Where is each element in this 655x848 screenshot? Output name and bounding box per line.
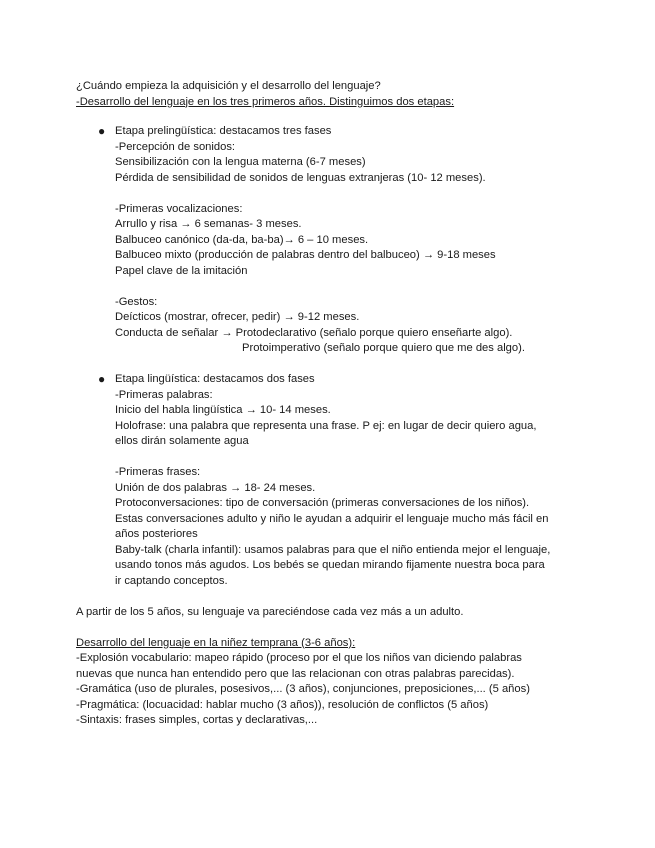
intro-question: ¿Cuándo empieza la adquisición y el desarrollo del lenguaje? — [76, 80, 381, 92]
prelinguistic-section — [76, 124, 586, 357]
percepcion-line: Pérdida de sensibilidad de sonidos de lenguas extranjeras (10- 12 meses). — [115, 171, 486, 184]
gestos-header: -Gestos: — [115, 295, 158, 308]
prelinguistic-title: Etapa prelingüística: destacamos tres fases — [115, 125, 332, 137]
linguistic-title: Etapa lingüística: destacamos dos fases — [115, 373, 315, 385]
frases-estas: Estas conversaciones adulto y niño le ayudan a adquirir el lenguaje mucho más fácil en — [115, 512, 549, 525]
gestos-senalar: Conducta de señalar → Protodeclarativo (señalo porque quiero enseñarte algo). — [115, 326, 513, 339]
frases-proto: Protoconversaciones: tipo de conversación (primeras conversaciones de los niños). — [115, 497, 530, 509]
ninez-line: -Explosión vocabulario: mapeo rápido (proceso por el que los niños van diciendo palabras — [76, 652, 522, 664]
document-body — [76, 79, 586, 729]
ninez-line: -Pragmática: (locuacidad: hablar mucho (3 años)), resolución de conflictos (5 años) — [76, 698, 489, 711]
frases-baby-cont: ir captando conceptos. — [115, 574, 228, 587]
frases-baby-cont: usando tonos más agudos. Los bebés se quedan mirando fijamente nuestra boca para — [115, 559, 545, 571]
bullet-icon: ● — [98, 124, 106, 138]
gestos-deicticos: Deícticos (mostrar, ofrecer, pedir) → 9-12 meses. — [115, 311, 360, 323]
vocalizaciones-line: Papel clave de la imitación — [115, 264, 248, 277]
vocalizaciones-line: Arrullo y risa → 6 semanas- 3 meses. — [115, 218, 302, 230]
linguistic-section — [76, 372, 586, 589]
percepcion-header: -Percepción de sonidos: — [115, 140, 236, 153]
palabras-inicio: Inicio del habla lingüística → 10- 14 meses. — [115, 404, 331, 416]
palabras-header: -Primeras palabras: — [115, 388, 213, 401]
frases-baby: Baby-talk (charla infantil): usamos palabras para que el niño entienda mejor el lenguaje, — [115, 543, 551, 556]
ninez-line: -Sintaxis: frases simples, cortas y declarativas,... — [76, 714, 318, 726]
gestos-protoimperativo: Protoimperativo (señalo porque quiero que me des algo). — [242, 342, 525, 354]
intro-heading: -Desarrollo del lenguaje en los tres primeros años. Distinguimos dos etapas: — [76, 95, 455, 108]
frases-estas-cont: años posteriores — [115, 528, 198, 540]
ninez-line: -Gramática (uso de plurales, posesivos,... (3 años), conjunciones, preposiciones,... (5 años) — [76, 683, 530, 695]
percepcion-line: Sensibilización con la lengua materna (6-7 meses) — [115, 156, 366, 168]
ninez-heading: Desarrollo del lenguaje en la niñez temprana (3-6 años): — [76, 636, 356, 649]
frases-union: Unión de dos palabras → 18- 24 meses. — [115, 481, 316, 494]
ninez-line: nuevas que nunca han entendido pero que las relacionan con otras palabras parecidas). — [76, 667, 515, 680]
vocalizaciones-line: Balbuceo canónico (da-da, ba-ba)→ 6 – 10 meses. — [115, 233, 369, 246]
vocalizaciones-header: -Primeras vocalizaciones: — [115, 202, 243, 215]
after-five-paragraph: A partir de los 5 años, su lenguaje va pareciéndose cada vez más a un adulto. — [76, 605, 464, 618]
palabras-holofrase-cont: ellos dirán solamente agua — [115, 435, 249, 447]
frases-header: -Primeras frases: — [115, 466, 201, 478]
vocalizaciones-line: Balbuceo mixto (producción de palabras dentro del balbuceo) → 9-18 meses — [115, 249, 496, 261]
bullet-icon: ● — [98, 372, 106, 386]
palabras-holofrase: Holofrase: una palabra que representa una frase. P ej: en lugar de decir quiero agua, — [115, 419, 537, 432]
